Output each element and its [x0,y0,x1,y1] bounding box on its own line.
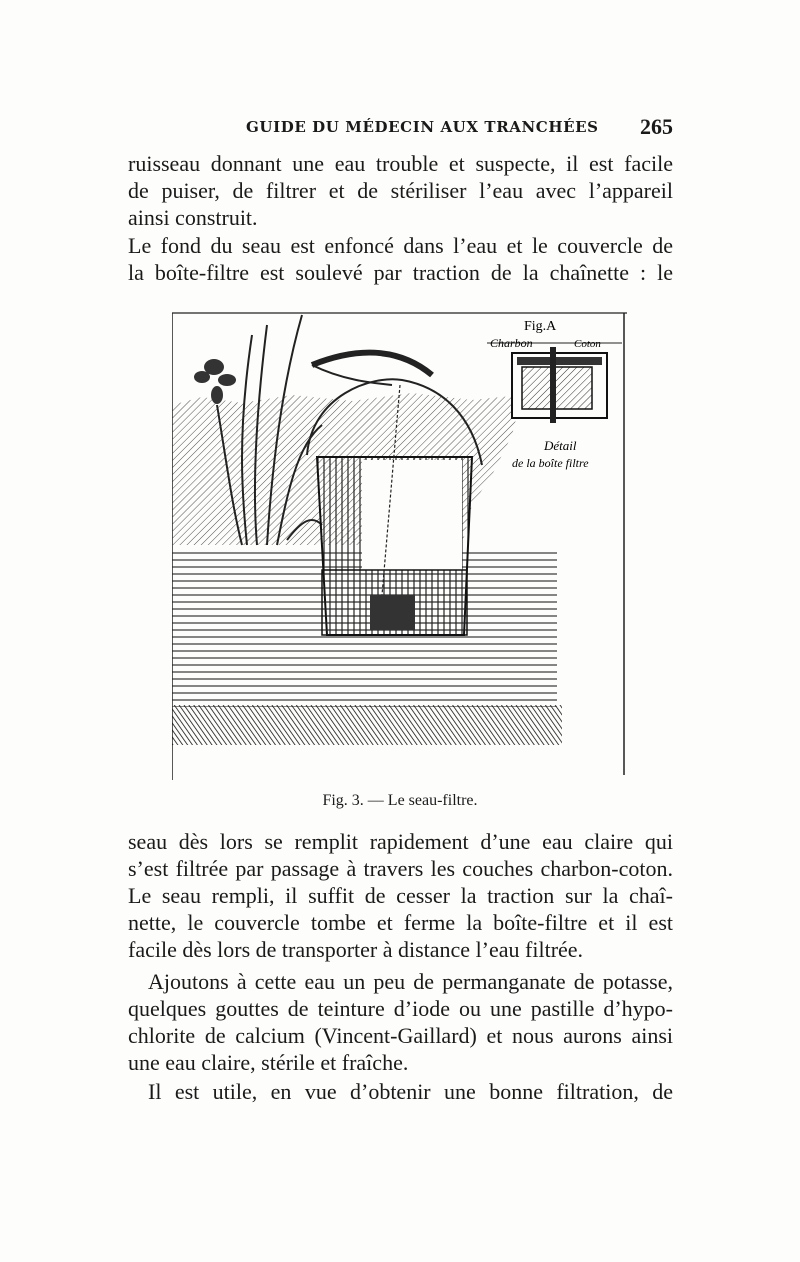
text-line: Le fond du seau est enfoncé dans l’eau et le couvercle de [128,233,673,258]
text-line: la boîte-filtre est soulevé par traction de la chaînette : le [128,260,673,285]
label-detail: Détail [544,438,577,453]
label-detail-sub: de la boîte filtre [512,456,589,470]
text-line: s’est filtrée par passage à travers les couches charbon-coton. [128,856,673,881]
paragraph-4 [128,968,673,1076]
text-line: ainsi construit. [128,205,258,230]
label-charbon: Charbon [490,336,533,350]
running-head [128,116,673,140]
text-line: ruisseau donnant une eau trouble et suspecte, il est facile [128,151,673,176]
text-line: quelques gouttes de teinture d’iode ou une pastille d’hypo- [128,996,673,1021]
paragraph-3 [128,828,673,963]
text-line: de puiser, de filtrer et de stériliser l’eau avec l’appareil [128,178,673,203]
text-line: facile dès lors de transporter à distance l’eau filtrée. [128,937,584,962]
inset-title: Fig.A [524,319,557,334]
paragraph-5 [128,1078,673,1105]
text-line: chlorite de calcium (Vincent-Gaillard) et nous aurons ainsi [128,1023,673,1048]
text-line: une eau claire, stérile et fraîche. [128,1050,409,1075]
paragraph-2 [128,232,673,286]
label-coton: Coton [574,338,601,350]
text-line: seau dès lors se remplit rapidement d’une eau claire qui [128,829,673,854]
figure-caption: Fig. 3. — Le seau-filtre. [322,792,478,809]
seau-filtre-illustration [172,305,627,780]
paragraph-1 [128,150,673,231]
stream-bed [172,705,562,745]
text-line: Le seau rempli, il suffit de cesser la traction sur la chaî- [128,883,673,908]
filter-box [370,595,415,630]
text-line: nette, le couvercle tombe et ferme la boîte-filtre et il est [128,910,673,935]
page-number: 265 [640,114,673,139]
text-line: Il est utile, en vue d’obtenir une bonne filtration, de [148,1079,673,1104]
running-title: GUIDE DU MÉDECIN AUX TRANCHÉES [246,118,599,136]
text-line: Ajoutons à cette eau un peu de permanganate de potasse, [148,969,673,994]
